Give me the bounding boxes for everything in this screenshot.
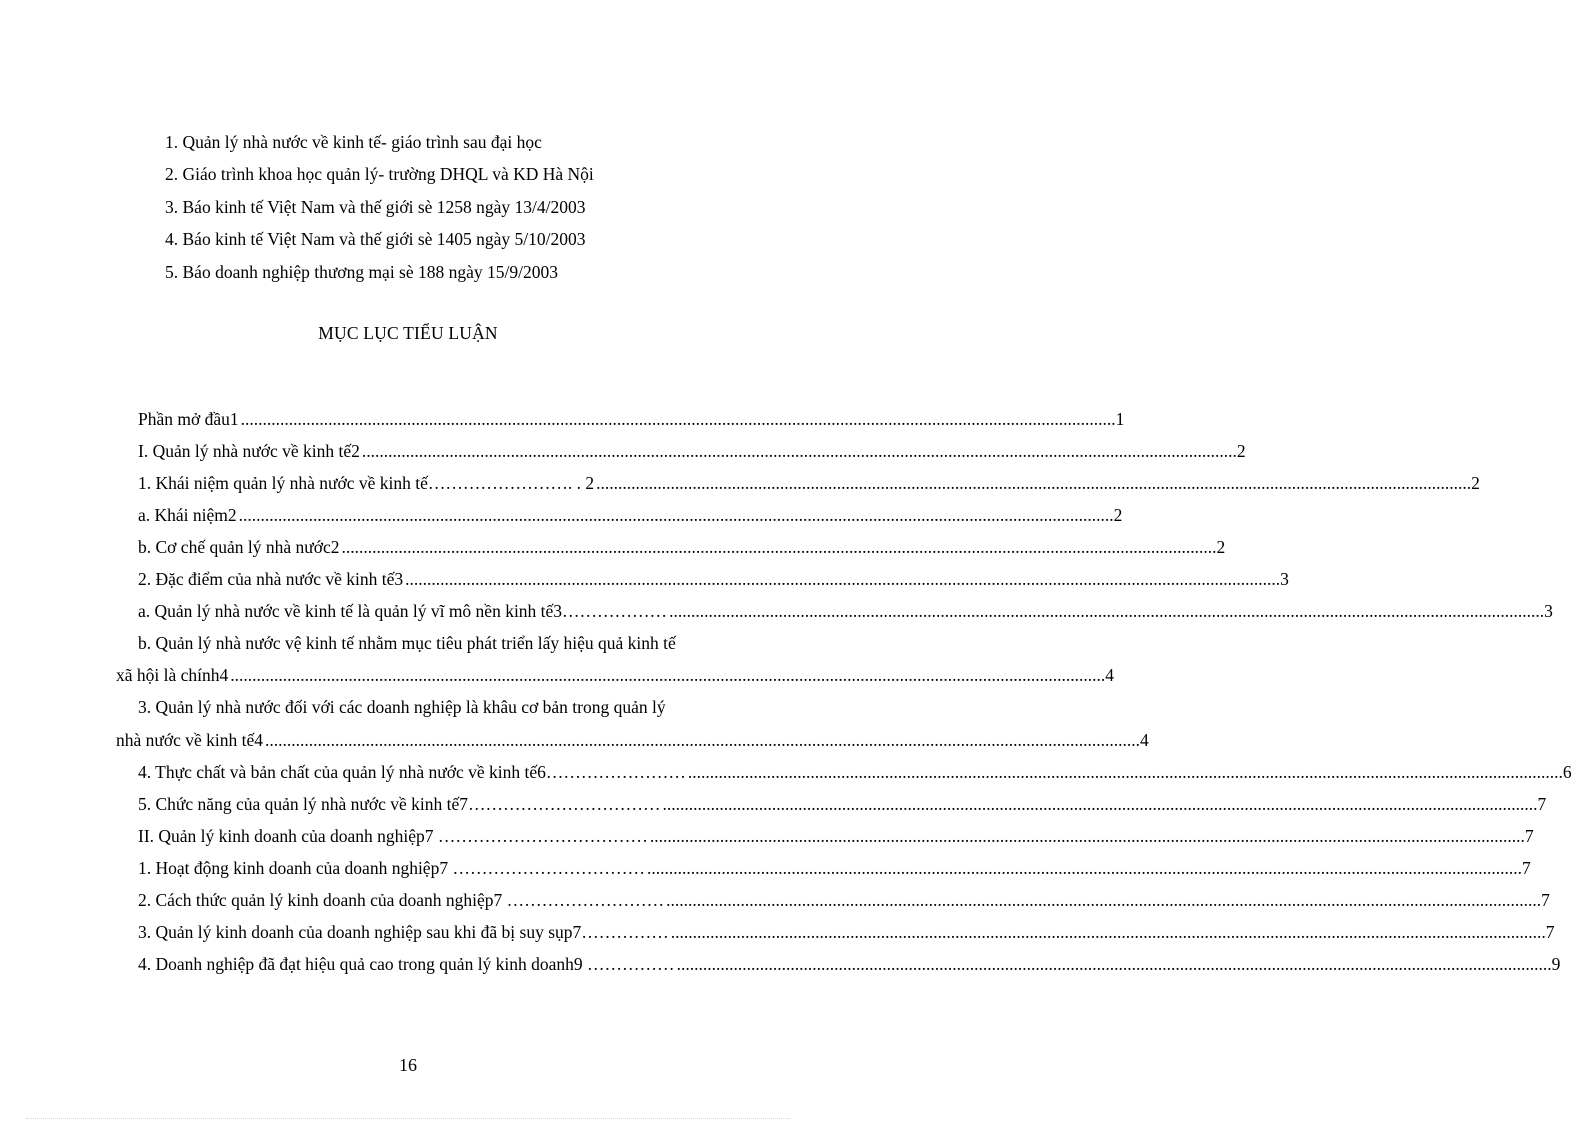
reference-item: 2. Giáo trình khoa học quản lý- trường DHQL và KD Hà Nội <box>165 164 594 185</box>
toc-page-number: 7 <box>1541 890 1550 910</box>
toc-entry-line: 3. Quản lý nhà nước đối với các doanh nghiệp là khâu cơ bản trong quản lý <box>138 697 666 717</box>
toc-entry: 2. Đặc điểm của nhà nước về kinh tế3 ........................................................................................................................................................................................................ 3 <box>138 569 1289 589</box>
toc-title: MỤC LỤC TIỂU LUẬN <box>318 323 498 343</box>
reference-item: 4. Báo kinh tế Việt Nam và thế giới sè 1405 ngày 5/10/2003 <box>165 229 586 250</box>
toc-page-number: 1 <box>1115 409 1125 429</box>
toc-entry: xã hội là chính4 ........................................................................................................................................................................................................ 4 <box>116 665 1115 685</box>
toc-entry-line: b. Quản lý nhà nước vệ kinh tế nhằm mục tiêu phát triển lấy hiệu quả kinh tế <box>138 633 676 653</box>
toc-page-number: 2 <box>1113 505 1123 525</box>
toc-page-number: 2 <box>1216 537 1226 557</box>
toc-entry: 1. Khái niệm quản lý nhà nước về kinh tế……………………. . 2 ........................................................................................................................................................................................................ 2 <box>138 473 1480 493</box>
toc-page-number: 7 <box>1524 826 1534 846</box>
reference-list <box>165 126 594 288</box>
reference-item: 5. Báo doanh nghiệp thương mại sè 188 ngày 15/9/2003 <box>165 261 558 282</box>
toc-page-number: 4 <box>1140 730 1149 750</box>
toc-page-number: 7 <box>1537 794 1547 814</box>
toc-entry: a. Khái niệm2 ........................................................................................................................................................................................................ 2 <box>138 505 1123 525</box>
page-number: 16 <box>399 1055 417 1075</box>
reference-item: 3. Báo kinh tế Việt Nam và thế giới sè 1258 ngày 13/4/2003 <box>165 196 586 217</box>
reference-item: 1. Quản lý nhà nước về kinh tế- giáo trình sau đại học <box>165 132 542 152</box>
toc-page-number: 7 <box>1521 858 1531 878</box>
toc-entry: 3. Quản lý kinh doanh của doanh nghiệp sau khi đã bị suy sụp7…………… ........................................................................................................................................................................................................ 7 <box>138 922 1555 942</box>
toc-page-number: 7 <box>1545 922 1555 942</box>
toc-page-number: 2 <box>1236 441 1246 461</box>
toc-entry: 2. Cách thức quản lý kinh doanh của doanh nghiệp7 ……………………… ........................................................................................................................................................................................................ 7 <box>138 890 1550 910</box>
toc-entry: Phần mở đầu1 ........................................................................................................................................................................................................ 1 <box>138 409 1125 429</box>
toc-page-number: 4 <box>1105 665 1115 685</box>
toc-entry: 4. Doanh nghiệp đã đạt hiệu quả cao trong quản lý kinh doanh9 …………… ........................................................................................................................................................................................................ 9 <box>138 954 1561 974</box>
toc-entry: 4. Thực chất và bản chất của quản lý nhà nước về kinh tế6…………………… ........................................................................................................................................................................................................ 6 <box>138 762 1572 782</box>
toc-entry: a. Quản lý nhà nước về kinh tế là quản lý vĩ mô nền kinh tế3……………… ........................................................................................................................................................................................................ 3 <box>138 601 1553 621</box>
toc-page-number: 3 <box>1544 601 1553 621</box>
toc-entry: b. Cơ chế quản lý nhà nước2 ........................................................................................................................................................................................................ 2 <box>138 537 1226 557</box>
toc-page-number: 9 <box>1551 954 1561 974</box>
toc-entry: 1. Hoạt động kinh doanh của doanh nghiệp7 …………………………… ........................................................................................................................................................................................................ 7 <box>138 858 1531 878</box>
toc-entry: 5. Chức năng của quản lý nhà nước về kinh tế7…………………………… ........................................................................................................................................................................................................ 7 <box>138 794 1547 814</box>
toc-entry: II. Quản lý kinh doanh của doanh nghiệp7 ……………………………… ........................................................................................................................................................................................................ 7 <box>138 826 1534 846</box>
toc-page-number: 6 <box>1562 762 1572 782</box>
toc-page-number: 2 <box>1471 473 1480 493</box>
toc-entry: nhà nước về kinh tế4 ........................................................................................................................................................................................................ 4 <box>116 730 1149 750</box>
toc-entry: I. Quản lý nhà nước về kinh tế2 ........................................................................................................................................................................................................ 2 <box>138 441 1246 461</box>
page-bottom-rule <box>26 1118 790 1119</box>
toc-page-number: 3 <box>1280 569 1289 589</box>
